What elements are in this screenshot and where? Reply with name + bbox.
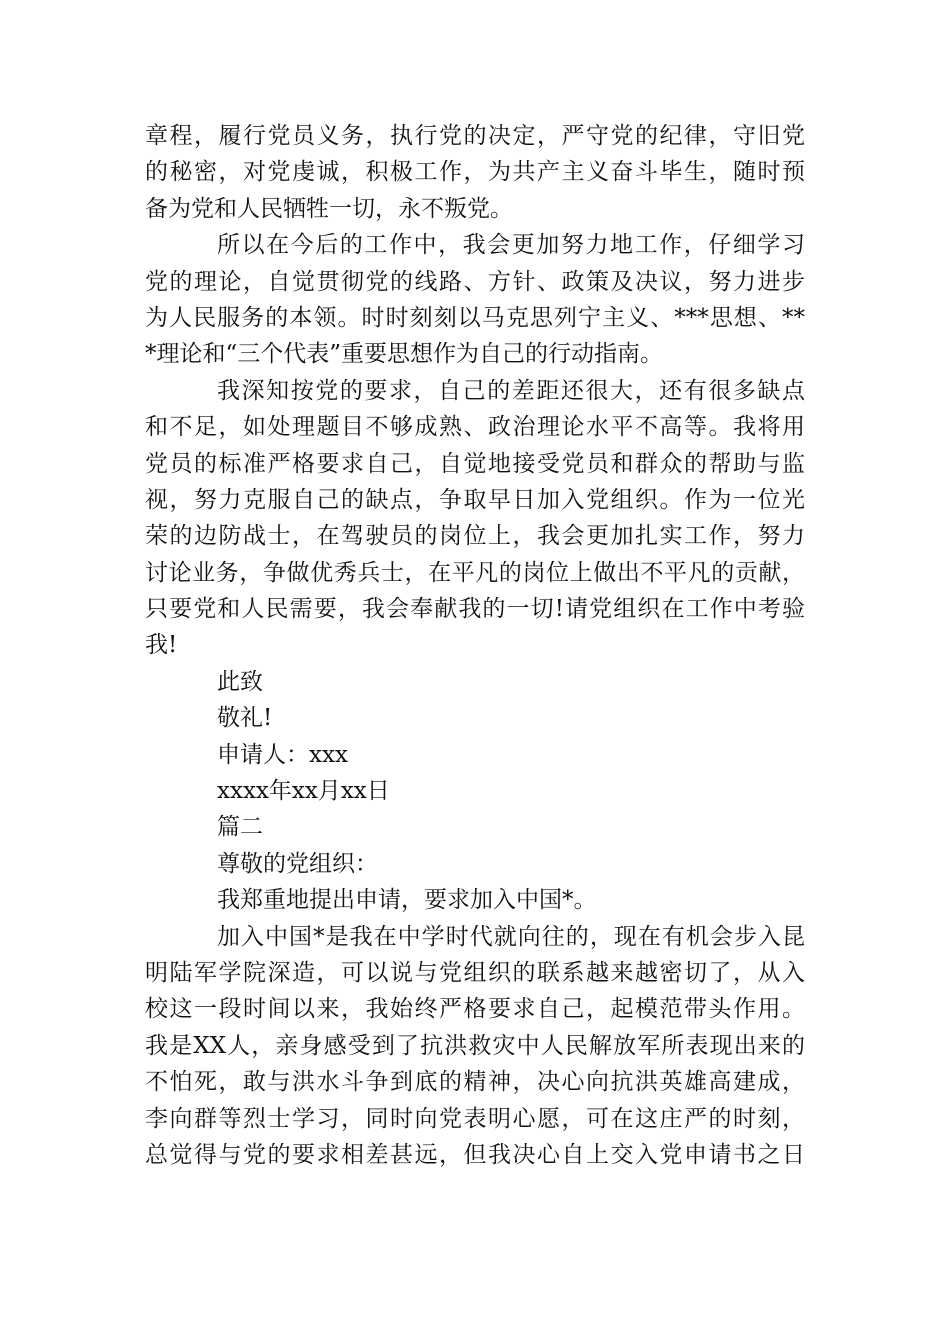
text-line: xxxx年xx月xx日	[217, 778, 390, 805]
text-line: 荣的边防战士，在驾驶员的岗位上，我会更加扎实工作，努力	[145, 523, 805, 550]
text-line: 尊敬的党组织：	[217, 850, 378, 877]
text-line: 党的理论，自觉贯彻党的线路、方针、政策及决议，努力进步	[145, 268, 805, 295]
text-line: 只要党和人民需要，我会奉献我的一切!请党组织在工作中考验	[145, 596, 805, 623]
text-line: 加入中国*是我在中学时代就向往的，现在有机会步入昆	[217, 923, 805, 950]
text-line: 不怕死，敢与洪水斗争到底的精神，决心向抗洪英雄高建成，	[145, 1069, 805, 1096]
text-line: 明陆军学院深造，可以说与党组织的联系越来越密切了，从入	[145, 959, 805, 986]
text-line: 篇二	[217, 814, 263, 841]
text-line: 校这一段时间以来，我始终严格要求自己，起模范带头作用。	[145, 996, 805, 1023]
text-line: 为人民服务的本领。时时刻刻以马克思列宁主义、***思想、**	[145, 304, 805, 331]
document-body	[145, 118, 805, 1173]
text-line: 李向群等烈士学习，同时向党表明心愿，可在这庄严的时刻，	[145, 1105, 805, 1132]
text-line: *理论和“三个代表”重要思想作为自己的行动指南。	[145, 341, 664, 368]
text-line: 敬礼!	[217, 705, 273, 732]
text-line: 和不足，如处理题目不够成熟、政治理论水平不高等。我将用	[145, 414, 805, 441]
text-line: 我深知按党的要求，自己的差距还很大，还有很多缺点	[217, 377, 805, 404]
text-line: 党员的标准严格要求自己，自觉地接受党员和群众的帮助与监	[145, 450, 805, 477]
text-line: 备为党和人民牺牲一切，永不叛党。	[145, 195, 513, 222]
text-line: 视，努力克服自己的缺点，争取早日加入党组织。作为一位光	[145, 486, 805, 513]
text-line: 申请人：xxx	[217, 741, 348, 768]
text-line: 总觉得与党的要求相差甚远，但我决心自上交入党申请书之日	[145, 1141, 805, 1168]
text-line: 我!	[145, 632, 178, 659]
text-line: 讨论业务，争做优秀兵士，在平凡的岗位上做出不平凡的贡献，	[145, 559, 805, 586]
text-line: 的秘密，对党虔诚，积极工作，为共产主义奋斗毕生，随时预	[145, 159, 805, 186]
text-line: 所以在今后的工作中，我会更加努力地工作，仔细学习	[217, 232, 805, 259]
text-line: 章程，履行党员义务，执行党的决定，严守党的纪律，守旧党	[145, 123, 805, 149]
text-line: 我郑重地提出申请，要求加入中国*。	[217, 887, 597, 914]
text-line: 我是XX人，亲身感受到了抗洪救灾中人民解放军所表现出来的	[145, 1032, 805, 1059]
text-line: 此致	[217, 668, 263, 695]
